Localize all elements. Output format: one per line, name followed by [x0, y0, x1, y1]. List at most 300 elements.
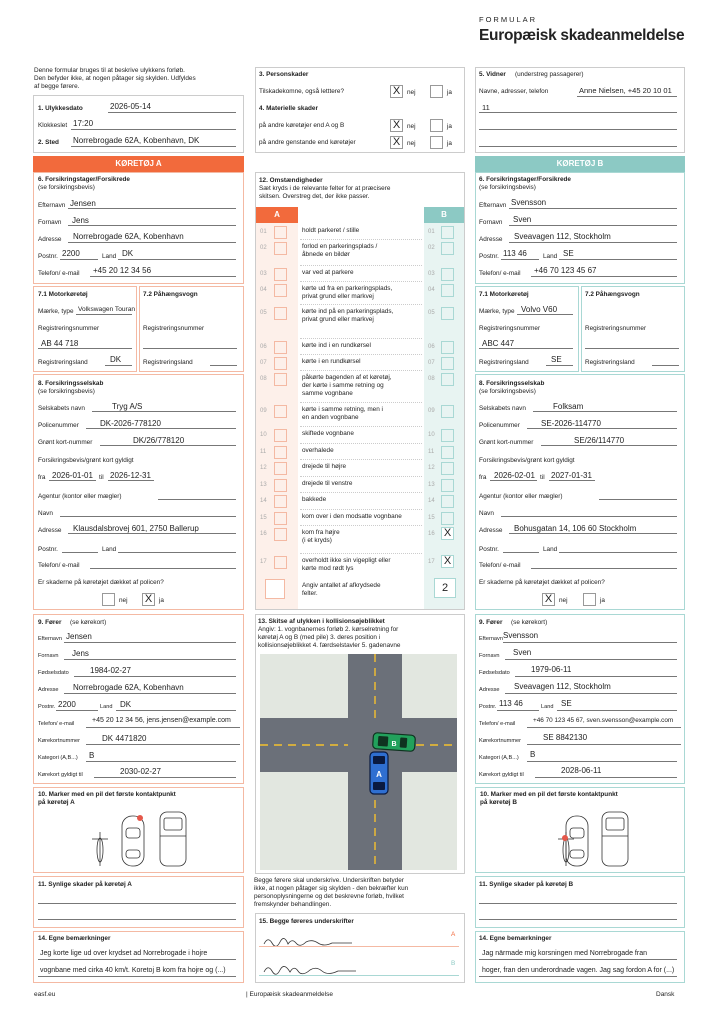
circ-number-b: 01 — [428, 229, 435, 235]
circ-a-14-checkbox[interactable] — [274, 495, 287, 508]
underline — [71, 129, 236, 130]
s14-label: 14. Egne bemærkninger — [38, 935, 111, 942]
form-kicker: FORMULAR — [479, 15, 538, 24]
circ-number-a: 10 — [260, 432, 267, 438]
valid-label: Kørekort gyldigt til — [479, 772, 524, 778]
underline — [68, 533, 236, 534]
policyholder-b-firstname[interactable]: Sven — [513, 215, 532, 224]
covered-b-no-checkbox[interactable]: X — [542, 593, 555, 606]
circ-text: var ved at parkere — [302, 269, 354, 276]
circ-a-04-checkbox[interactable] — [274, 284, 287, 297]
underline — [76, 314, 132, 315]
divider — [300, 265, 422, 266]
total-label: felter. — [302, 590, 318, 597]
circ-number-b: 03 — [428, 271, 435, 277]
underline — [86, 428, 236, 429]
reg-label: Registreringsnummer — [479, 325, 541, 332]
s3-question: Tilskadekomne, også letttere? — [259, 88, 345, 95]
signature-note: fremskynder behandlingen. — [254, 901, 332, 908]
yes-label: ja — [447, 140, 452, 147]
car-b-label: B — [391, 741, 397, 748]
circ-text: overholdt ikke sin vigepligt eller — [302, 557, 391, 564]
policyholder-a-phone[interactable]: +45 20 12 34 56 — [93, 266, 152, 275]
valid-label: Forsikringsbevis/grønt kort gyldigt — [38, 457, 134, 464]
injuries-yes-checkbox[interactable] — [430, 85, 443, 98]
underline — [118, 259, 236, 260]
postnr-label: Postnr. — [38, 704, 56, 710]
underline — [56, 710, 98, 711]
firstname-label: Fornavn — [38, 219, 62, 226]
s15-label: 15. Begge føreres underskrifter — [259, 918, 354, 925]
driver-b-postnr[interactable]: 113 46 — [499, 699, 523, 708]
address-label: Adresse — [479, 236, 503, 243]
agency-address-label: Adresse — [479, 527, 503, 534]
underline — [118, 552, 236, 553]
signature-b-line — [259, 975, 459, 976]
circ-text: drejede til højre — [302, 463, 347, 470]
agency-address-label: Adresse — [38, 527, 62, 534]
divider — [300, 553, 422, 554]
circ-number-b: 11 — [428, 449, 435, 455]
underline — [577, 96, 677, 97]
valid-label: Forsikringsbevis/grønt kort gyldigt — [479, 457, 575, 464]
underline — [60, 516, 236, 517]
remarks-b-line-1[interactable]: Jag närmade mig korsningen med Norrebrogade fran — [482, 950, 647, 957]
driver-b-license-valid[interactable]: 2028-06-11 — [561, 766, 602, 775]
underline — [557, 710, 677, 711]
circ-text: privat grund eller markvej — [302, 293, 374, 300]
policyholder-b-land[interactable]: SE — [563, 249, 574, 258]
greencard-label: Grønt kort-nummer — [479, 439, 534, 446]
divider — [300, 476, 422, 477]
insurer-b-greencard[interactable]: SE/26/114770 — [574, 436, 625, 445]
circ-b-16-checkbox[interactable]: X — [441, 527, 454, 540]
underline — [505, 693, 677, 694]
driver-b-phone[interactable]: +46 70 123 45 67, sven.svensson@example.com — [533, 717, 674, 724]
circ-number-b: 13 — [428, 482, 435, 488]
signature-b-scribble[interactable] — [262, 962, 422, 976]
remarks-a-line-2[interactable]: vognbane med cirka 40 km/t. Koretoj B kom fra hojre og (...) — [40, 967, 226, 974]
driver-a-dob[interactable]: 1984-02-27 — [90, 666, 131, 675]
policyholder-b-address[interactable]: Sveavagen 112, Stockholm — [514, 232, 611, 241]
underline — [38, 959, 236, 960]
circ-number-a: 13 — [260, 482, 267, 488]
underline — [64, 642, 236, 643]
policyholder-a-address[interactable]: Norrebrogade 62A, Kobenhavn — [73, 232, 184, 241]
s9-label: 9. Fører — [38, 619, 62, 626]
yes-label: ja — [159, 597, 164, 604]
s9-sub: (se kørekort) — [511, 619, 548, 626]
circ-number-b: 07 — [428, 360, 435, 366]
underline — [527, 744, 681, 745]
driver-a-surname[interactable]: Jensen — [66, 632, 92, 641]
underline — [585, 348, 679, 349]
policyholder-b-surname[interactable]: Svensson — [511, 198, 547, 207]
circ-text: en anden vognbane — [302, 414, 359, 421]
s12-sub: Sæt kryds i de relevante felter for at præcisere — [259, 185, 391, 192]
policyholder-a-firstname[interactable]: Jens — [72, 216, 89, 225]
circ-text: kørte i samme retning, men i — [302, 406, 383, 413]
circ-b-03-checkbox[interactable] — [441, 268, 454, 281]
driver-a-phone[interactable]: +45 20 12 34 56, jens.jensen@example.com — [92, 717, 231, 724]
underline — [68, 208, 236, 209]
insurer-a-address[interactable]: Klausdalsbrovej 601, 2750 Ballerup — [73, 524, 199, 533]
vehicle-outline-a[interactable] — [88, 810, 194, 870]
make-label: Mærke, type — [479, 308, 515, 315]
no-label: nej — [119, 597, 128, 604]
underline — [86, 744, 240, 745]
circ-a-13-checkbox[interactable] — [274, 479, 287, 492]
circ-a-17-checkbox[interactable] — [274, 556, 287, 569]
driver-a-firstname[interactable]: Jens — [72, 649, 89, 658]
driver-b-dob[interactable]: 1979-06-11 — [531, 665, 572, 674]
circ-number-b: 09 — [428, 408, 435, 414]
underline — [501, 259, 539, 260]
footer-site: easf.eu — [34, 991, 56, 998]
circ-number-a: 09 — [260, 408, 267, 414]
circ-b-04-checkbox[interactable] — [441, 284, 454, 297]
accident-time-field[interactable]: 17:20 — [73, 119, 94, 128]
circ-number-b: 05 — [428, 310, 435, 316]
vehicle-a-header: KØRETØJ A — [33, 156, 244, 172]
divider — [300, 281, 422, 282]
circ-a-06-checkbox[interactable] — [274, 341, 287, 354]
underline — [479, 919, 677, 920]
circ-a-09-checkbox[interactable] — [274, 405, 287, 418]
driver-a-postnr[interactable]: 2200 — [58, 700, 76, 709]
underline — [490, 480, 537, 481]
s8-sub: (se forsikringsbevis) — [38, 388, 95, 395]
circ-text: samme vognbane — [302, 390, 353, 397]
circ-a-02-checkbox[interactable] — [274, 242, 287, 255]
land-label: Land — [543, 253, 558, 260]
s5-sub: (understreg passagerer) — [515, 71, 584, 78]
s10-label: 10. Marker med en pil det første kontaktpunkt — [480, 791, 618, 798]
land-label: Land — [102, 253, 117, 260]
divider — [300, 304, 422, 305]
circ-text: holdt parkeret / stille — [302, 227, 360, 234]
driver-a-address[interactable]: Norrebrogade 62A, Kobenhavn — [73, 683, 184, 692]
s6-label: 6. Forsikringstager/Forsikrede — [38, 176, 130, 183]
s9-label: 9. Fører — [479, 619, 503, 626]
country-label: Registreringsland — [38, 359, 88, 366]
s3-label: 3. Personskader — [259, 71, 309, 78]
circ-b-02-checkbox[interactable] — [441, 242, 454, 255]
covered-label: Er skaderne på køretøjet dækket af policen? — [38, 579, 164, 586]
circ-text: overhalede — [302, 447, 334, 454]
vehicle-a-reg[interactable]: AB 44 718 — [41, 339, 79, 348]
vehicle-b-make[interactable]: Volvo V60 — [521, 305, 558, 314]
insurer-a-policy[interactable]: DK-2026-778120 — [100, 419, 161, 428]
circ-b-01-checkbox[interactable] — [441, 226, 454, 239]
underline — [531, 276, 677, 277]
circ-a-01-checkbox[interactable] — [274, 226, 287, 239]
circ-text: påkørte bagenden af et køretøj, — [302, 374, 392, 381]
underline — [509, 225, 677, 226]
underline — [515, 676, 677, 677]
no-label: nej — [559, 597, 568, 604]
valid-label: Kørekort gyldigt til — [38, 772, 83, 778]
circ-number-b: 06 — [428, 344, 435, 350]
total-label: Angiv antallet af afkrydsede — [302, 582, 381, 589]
remarks-b-line-2[interactable]: hoger, fran den underordnade vagen. Jag sag fordon A for (...) — [482, 967, 675, 974]
circ-text: forlod en parkeringsplads / — [302, 243, 378, 250]
witness-field-2[interactable]: 11 — [482, 103, 490, 112]
trailer-country-label: Registreringsland — [143, 359, 193, 366]
accident-place-field[interactable]: Norrebrogade 62A, Kobenhavn, DK — [73, 136, 200, 145]
underline — [92, 411, 236, 412]
intro-line: af begge førere. — [34, 83, 80, 90]
underline — [100, 445, 236, 446]
circ-number-a: 11 — [260, 449, 267, 455]
circ-number-b: 17 — [428, 559, 435, 565]
trailer-country-label: Registreringsland — [585, 359, 635, 366]
company-label: Selskabets navn — [479, 405, 526, 412]
s4-label: 4. Materielle skader — [259, 105, 318, 112]
company-label: Selskabets navn — [38, 405, 85, 412]
underline — [479, 348, 573, 349]
circ-a-16-checkbox[interactable] — [274, 528, 287, 541]
underline — [38, 976, 236, 977]
s4-q1: på andre køretøjer end A og B — [259, 122, 345, 129]
covered-b-yes-checkbox[interactable] — [583, 593, 596, 606]
damage-vehicles-no-checkbox[interactable]: X — [390, 119, 403, 132]
driver-b-license[interactable]: SE 8842130 — [543, 733, 588, 742]
underline — [527, 761, 677, 762]
policyholder-a-postnr[interactable]: 2200 — [62, 249, 80, 258]
greencard-label: Grønt kort-nummer — [38, 439, 93, 446]
circ-a-07-checkbox[interactable] — [274, 357, 287, 370]
insurer-a-greencard[interactable]: DK/26/778120 — [133, 436, 185, 445]
underline — [68, 242, 236, 243]
vehicle-a-country[interactable]: DK — [110, 355, 122, 364]
policyholder-b-postnr[interactable]: 113 46 — [503, 249, 527, 258]
agency-name-label: Navn — [479, 510, 494, 517]
land-label: Land — [102, 546, 117, 553]
circ-a-15-checkbox[interactable] — [274, 512, 287, 525]
circ-b-10-checkbox[interactable] — [441, 429, 454, 442]
phone-label: Telefon/ e-mail — [38, 721, 75, 727]
signature-b-label: B — [451, 960, 456, 967]
address-label: Adresse — [38, 687, 59, 693]
phone-label: Telefon/ e-mail — [38, 562, 80, 569]
underline — [62, 552, 98, 553]
insurer-a-valid-from[interactable]: 2026-01-01 — [52, 471, 93, 480]
s5-question: Navne, adresser, telefon — [479, 88, 549, 95]
driver-b-land[interactable]: SE — [561, 699, 572, 708]
circ-number-a: 03 — [260, 271, 267, 277]
s12-label: 12. Omstændigheder — [259, 177, 323, 184]
s8-label: 8. Forsikringsselskab — [479, 380, 545, 387]
underline — [105, 365, 132, 366]
circ-a-10-checkbox[interactable] — [274, 429, 287, 442]
circ-b-07-checkbox[interactable] — [441, 357, 454, 370]
underline — [517, 314, 573, 315]
phone-label: Telefon/ e-mail — [479, 270, 521, 277]
circ-a-08-checkbox[interactable] — [274, 373, 287, 386]
policyholder-a-surname[interactable]: Jensen — [70, 199, 96, 208]
column-a-header: A — [256, 207, 298, 223]
column-b-header: B — [424, 207, 464, 223]
s13-sub: køretøj A og B (med pile) 3. deres position i — [258, 634, 381, 641]
circ-text: bakkede — [302, 496, 327, 503]
circ-b-08-checkbox[interactable] — [441, 373, 454, 386]
insurer-b-policy[interactable]: SE-2026-114770 — [541, 419, 601, 428]
circ-b-15-checkbox[interactable] — [441, 512, 454, 525]
circ-b-06-checkbox[interactable] — [441, 341, 454, 354]
s7-trailer-label: 7.2 Påhængsvogn — [585, 291, 640, 298]
insurer-a-valid-to[interactable]: 2026-12-31 — [110, 471, 151, 480]
vehicle-b-header: KØRETØJ B — [475, 156, 685, 172]
damage-objects-yes-checkbox[interactable] — [430, 136, 443, 149]
surname-label: Efternavn — [479, 202, 507, 209]
circ-number-a: 05 — [260, 310, 267, 316]
damage-vehicles-yes-checkbox[interactable] — [430, 119, 443, 132]
underline — [210, 365, 237, 366]
policy-label: Policenummer — [38, 422, 79, 429]
circ-a-05-checkbox[interactable] — [274, 307, 287, 320]
s12-sub: skitsen. Overstreg det, der ikke passer. — [259, 193, 370, 200]
country-label: Registreringsland — [479, 359, 529, 366]
circ-a-11-checkbox[interactable] — [274, 446, 287, 459]
underline — [479, 112, 677, 113]
agency-label: Agentur (kontor eller mægler) — [38, 493, 122, 500]
underline — [38, 919, 236, 920]
phone-label: Telefon/ e-mail — [479, 721, 516, 727]
driver-a-category[interactable]: B — [89, 751, 95, 760]
circ-number-a: 01 — [260, 229, 267, 235]
firstname-label: Fornavn — [479, 219, 503, 226]
driver-b-firstname[interactable]: Sven — [513, 648, 532, 657]
underline — [60, 259, 98, 260]
s11-label: 11. Synlige skader på køretøj B — [479, 881, 574, 888]
insurer-b-valid-to[interactable]: 2027-01-31 — [551, 471, 592, 480]
underline — [64, 659, 236, 660]
circ-text: kørte ud fra en parkeringsplads, — [302, 285, 393, 292]
circ-number-b: 14 — [428, 498, 435, 504]
underline — [527, 428, 677, 429]
underline — [546, 365, 573, 366]
circ-text: kom fra højre — [302, 529, 340, 536]
s5-label: 5. Vidner — [479, 71, 506, 78]
land-label: Land — [100, 704, 113, 710]
accident-date-field[interactable]: 2026-05-14 — [110, 102, 151, 111]
driver-a-license-valid[interactable]: 2030-02-27 — [120, 767, 161, 776]
divider — [300, 402, 422, 403]
underline — [90, 568, 236, 569]
postnr-label: Postnr. — [479, 704, 497, 710]
circ-a-12-checkbox[interactable] — [274, 462, 287, 475]
underline — [479, 903, 677, 904]
driver-b-surname[interactable]: Svensson — [503, 631, 539, 640]
remarks-a-line-1[interactable]: Jeg korte lige ud over krydset ad Norrebrogade i hojre — [40, 950, 208, 957]
dob-label: Fødselsdato — [479, 670, 510, 676]
underline — [74, 676, 236, 677]
policyholder-a-land[interactable]: DK — [122, 249, 134, 258]
divider — [300, 492, 422, 493]
underline — [479, 959, 677, 960]
trailer-reg-label: Registreringsnummer — [585, 325, 647, 332]
vehicle-outline-b[interactable] — [558, 810, 638, 870]
circ-number-a: 17 — [260, 559, 267, 565]
circ-b-17-checkbox[interactable]: X — [441, 555, 454, 568]
underline — [49, 480, 96, 481]
driver-a-land[interactable]: DK — [120, 700, 132, 709]
signature-note: Begge førere skal underskrive. Underskriften betyder — [254, 877, 404, 884]
circ-number-b: 16 — [428, 531, 435, 537]
land-label: Land — [543, 546, 558, 553]
driver-b-address[interactable]: Sveavagen 112, Stockholm — [514, 682, 611, 691]
signature-a-line — [259, 946, 459, 947]
insurer-b-valid-from[interactable]: 2026-02-01 — [494, 471, 535, 480]
underline — [479, 129, 677, 130]
insurer-b-company[interactable]: Folksam — [553, 402, 584, 411]
vehicle-b-country[interactable]: SE — [551, 355, 562, 364]
covered-label: Er skaderne på køretøjet dækket af policen? — [479, 579, 605, 586]
underline — [38, 348, 132, 349]
category-label: Kategori (A,B...) — [479, 755, 519, 761]
injuries-no-checkbox[interactable]: X — [390, 85, 403, 98]
circ-text: kørte ind i en rundkørsel — [302, 342, 371, 349]
underline — [599, 499, 677, 500]
vehicle-b-reg[interactable]: ABC 447 — [482, 339, 515, 348]
driver-b-category[interactable]: B — [530, 750, 536, 759]
car-a-icon — [370, 752, 388, 794]
car-a-label: A — [376, 770, 382, 779]
insurer-b-address[interactable]: Bohusgatan 14, 106 60 Stockholm — [514, 524, 637, 533]
address-label: Adresse — [38, 236, 62, 243]
underline — [116, 710, 236, 711]
circ-b-13-checkbox[interactable] — [441, 479, 454, 492]
underline — [86, 761, 236, 762]
witness-field-1[interactable]: Anne Nielsen, +45 20 10 01 — [579, 86, 672, 95]
total-a-box[interactable] — [265, 579, 285, 599]
underline — [90, 276, 236, 277]
circ-number-a: 07 — [260, 360, 267, 366]
circ-b-05-checkbox[interactable] — [441, 307, 454, 320]
circ-number-b: 04 — [428, 287, 435, 293]
s7-trailer-label: 7.2 Påhængsvogn — [143, 291, 198, 298]
underline — [559, 259, 677, 260]
circ-a-03-checkbox[interactable] — [274, 268, 287, 281]
insurer-a-company[interactable]: Tryg A/S — [112, 402, 143, 411]
covered-a-no-checkbox[interactable] — [102, 593, 115, 606]
policy-label: Policenummer — [479, 422, 520, 429]
circ-b-11-checkbox[interactable] — [441, 446, 454, 459]
s13-label: 13. Skitse af ulykken i kollisionsøjeblikket — [258, 618, 385, 625]
circ-b-09-checkbox[interactable] — [441, 405, 454, 418]
divider — [300, 354, 422, 355]
circ-b-12-checkbox[interactable] — [441, 462, 454, 475]
vehicle-a-make[interactable]: Volkswagen Touran — [78, 306, 136, 313]
circ-text: (i et kryds) — [302, 537, 332, 544]
covered-a-yes-checkbox[interactable]: X — [142, 593, 155, 606]
total-b-box[interactable]: 2 — [434, 578, 456, 598]
circ-b-14-checkbox[interactable] — [441, 495, 454, 508]
underline — [108, 112, 236, 113]
damage-objects-no-checkbox[interactable]: X — [390, 136, 403, 149]
accident-sketch[interactable] — [260, 654, 457, 870]
s4-q2: på andre genstande end køretøjer — [259, 139, 356, 146]
circ-text: kørte i en rundkørsel — [302, 358, 361, 365]
s10-sub: på køretøj B — [480, 799, 517, 806]
driver-a-license[interactable]: DK 4471820 — [102, 734, 147, 743]
circ-text: privat grund eller markvej — [302, 316, 374, 323]
circ-number-b: 02 — [428, 245, 435, 251]
policyholder-b-phone[interactable]: +46 70 123 45 67 — [534, 266, 597, 275]
trailer-reg-label: Registreringsnummer — [143, 325, 205, 332]
s11-label: 11. Synlige skader på køretøj A — [38, 881, 132, 888]
